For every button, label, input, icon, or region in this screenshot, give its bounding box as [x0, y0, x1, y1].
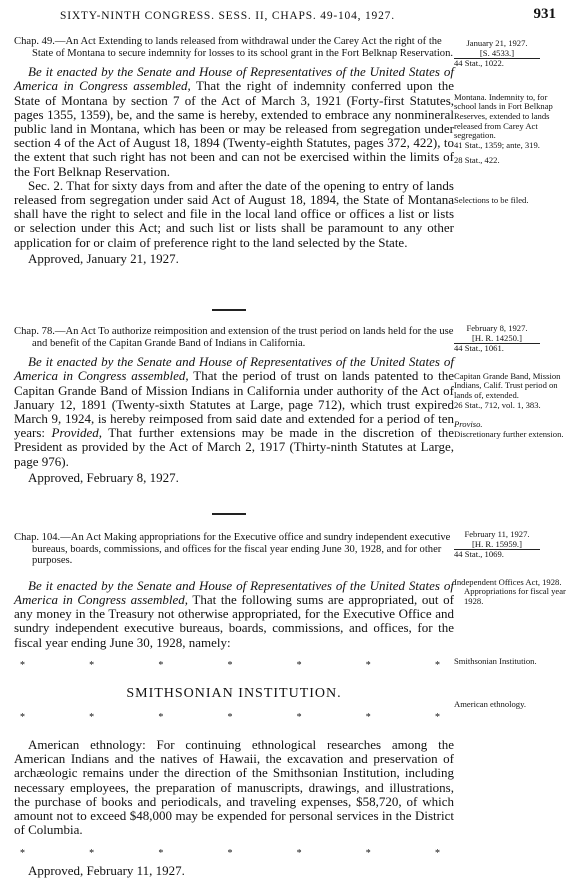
margin-note: Discretionary further extension.: [454, 428, 564, 439]
body-text-end: That further extensions may be made in the discretion of the President as provided by the Act of March 2, 1917 (Thirty-ninth Statutes at Large, page 976).: [14, 425, 454, 469]
enacting-clause: Be it enacted by the Senate and House of Representatives of the United States of America in Congress assembled,: [14, 64, 454, 94]
page-number: 931: [533, 6, 556, 22]
omission-star: *: [227, 848, 233, 859]
chapter-49: [14, 36, 454, 266]
enacting-clause: Be it enacted by the Senate and House of Representatives of the United States of America in Congress assembled,: [14, 577, 454, 607]
omission-star: *: [89, 712, 95, 723]
approval-date: February 8, 1927.: [466, 323, 528, 333]
page-header: [0, 6, 570, 28]
bill-number: [H. R. 15959.]: [472, 538, 522, 549]
omission-star: *: [296, 660, 302, 671]
chapter-78-reference-box: [454, 324, 540, 344]
margin-note: Capitan Grande Band, Mission Indians, Calif. Trust period on lands of, extended.: [454, 370, 561, 400]
bill-number: [H. R. 14250.]: [472, 332, 522, 343]
margin-note: American ethnology.: [454, 699, 526, 710]
chapter-104-approved: Approved, February 11, 1927.: [28, 863, 185, 878]
proviso-word: Provided,: [51, 425, 102, 441]
chapter-78-sidenotes: [454, 324, 566, 439]
statute-citation: 44 Stat., 1022.: [454, 58, 504, 69]
omission-star: *: [365, 848, 371, 859]
margin-note: Smithsonian Institution.: [454, 655, 537, 666]
omission-star: *: [20, 712, 25, 723]
margin-citation: 28 Stat., 422.: [454, 155, 500, 166]
margin-note-proviso: Proviso.: [454, 419, 483, 430]
statute-citation: 44 Stat., 1069.: [454, 549, 504, 560]
divider-rule: [212, 309, 246, 311]
body-text: That the following sums are appropriated, out of any money in the Treasury not otherwise appropriated, for the Executive Office and sundry independent executive bureaus, boards, commissions, and offices, for the fiscal year ending June 30, 1928, namely:: [14, 591, 454, 650]
margin-note: Appropriations for fiscal year 1928.: [464, 586, 566, 606]
statute-citation: 44 Stat., 1061.: [454, 343, 504, 354]
bill-number: [S. 4533.]: [479, 47, 515, 58]
appropriation-text: American ethnology: For continuing ethnological researches among the American Indians and the natives of Hawaii, the excavation and preservation of archæologic remains under the direction of the Smithsonian Institution, including necessary employees, the preparation of manuscripts, drawings, and illustrations, the purchase of books and periodicals, and traveling expenses, $58,720, of which amount not to exceed $48,000 may be expended for personal services in the District of Columbia.: [14, 737, 454, 838]
chapter-104-reference-box: [454, 530, 540, 550]
approval-date: January 21, 1927.: [466, 38, 528, 48]
chapter-104: [14, 532, 454, 650]
american-ethnology-paragraph: [14, 738, 454, 837]
omission-star: *: [20, 660, 25, 671]
enacting-clause: Be it enacted by the Senate and House of Representatives of the United States of America in Congress assembled,: [14, 354, 454, 384]
omission-star: *: [434, 660, 440, 671]
chapter-104-sidenotes: [454, 530, 566, 710]
chapter-49-section-2: Sec. 2. That for sixty days from and after the date of the opening to entry of lands released from segregation under said Act of August 18, 1894, the State of Montana shall have the right to select and file in the local land office or offices a list or lists or selection under this Act; and such list or lists shall be paramount to any other application for or claim of preference right to the land selected by the State.: [14, 177, 454, 250]
omission-stars-row: [20, 712, 440, 723]
omission-star: *: [158, 660, 164, 671]
section-1-text: That the right of indemnity conferred upon the State of Montana by section 7 of the Act of March 3, 1921 (Forty-first Statutes, pages 1355, 1359), be, and the same is hereby, extended to embrace any nonmineral public land in Montana, which has been or may be released from segregation under section 4 of the Act of August 18, 1894 (Twenty-eighth Statutes, pages 372, 422), to the extent that such right has not been and can not be exercised within the limits of the Fort Belknap Reservation.: [14, 78, 455, 179]
omission-star: *: [434, 712, 440, 723]
omission-stars-row: [20, 848, 440, 859]
omission-star: *: [20, 848, 25, 859]
omission-star: *: [89, 848, 95, 859]
chapter-49-sidenotes: [454, 39, 566, 206]
running-title: SIXTY-NINTH CONGRESS. SESS. II, CHAPS. 49-104, 1927.: [60, 10, 395, 22]
chapter-78-heading: Chap. 78.—An Act To authorize reimposition and extension of the trust period on lands held for the use and benefit of the Capitan Grande Band of Indians in California.: [14, 326, 454, 349]
omission-star: *: [296, 848, 302, 859]
margin-note: Montana. Indemnity to, for school lands in Fort Belknap Reserves, extended to lands released from Carey Act segregation.: [454, 91, 553, 141]
margin-citation: 26 Stat., 712, vol. 1, 383.: [454, 399, 541, 410]
chapter-49-heading: Chap. 49.—An Act Extending to lands released from withdrawal under the Carey Act the right of the State of Montana to secure indemnity for losses to its school grant in the Fort Belknap Reservation.: [14, 36, 454, 59]
omission-star: *: [158, 712, 164, 723]
chapter-104-body: [14, 579, 454, 650]
body-text: That the period of trust on lands patented to the Capitan Grande Band of Mission Indians in California under authority of the Act of January 12, 1891 (Twenty-sixth Statutes at Large, page 712), which trust expired March 9, 1924, is hereby reimposed from said date and extended for a period of ten years:: [14, 368, 454, 441]
chapter-49-section-1: [14, 65, 454, 179]
chapter-78: [14, 326, 454, 485]
section-heading: SMITHSONIAN INSTITUTION.: [126, 686, 342, 701]
margin-citation: 41 Stat., 1359; ante, 319.: [454, 139, 540, 150]
omission-star: *: [158, 848, 164, 859]
chapter-78-body: [14, 355, 454, 469]
omission-star: *: [89, 660, 95, 671]
omission-star: *: [365, 660, 371, 671]
divider-rule: [212, 513, 246, 515]
omission-star: *: [227, 712, 233, 723]
approval-date: February 11, 1927.: [464, 529, 530, 539]
omission-star: *: [365, 712, 371, 723]
margin-note: Selections to be filed.: [454, 194, 529, 205]
omission-star: *: [434, 848, 440, 859]
chapter-78-approved: Approved, February 8, 1927.: [28, 469, 179, 485]
chapter-104-heading: Chap. 104.—An Act Making appropriations for the Executive office and sundry independent executive bureaus, boards, commissions, and offices for the fiscal year ending June 30, 1928, and for other purposes.: [14, 532, 451, 567]
omission-star: *: [227, 660, 233, 671]
omission-star: *: [296, 712, 302, 723]
chapter-49-approved: Approved, January 21, 1927.: [28, 250, 179, 266]
margin-note: Independent Offices Act, 1928.: [454, 576, 562, 587]
omission-stars-row: [20, 660, 440, 671]
chapter-49-reference-box: [454, 39, 540, 59]
